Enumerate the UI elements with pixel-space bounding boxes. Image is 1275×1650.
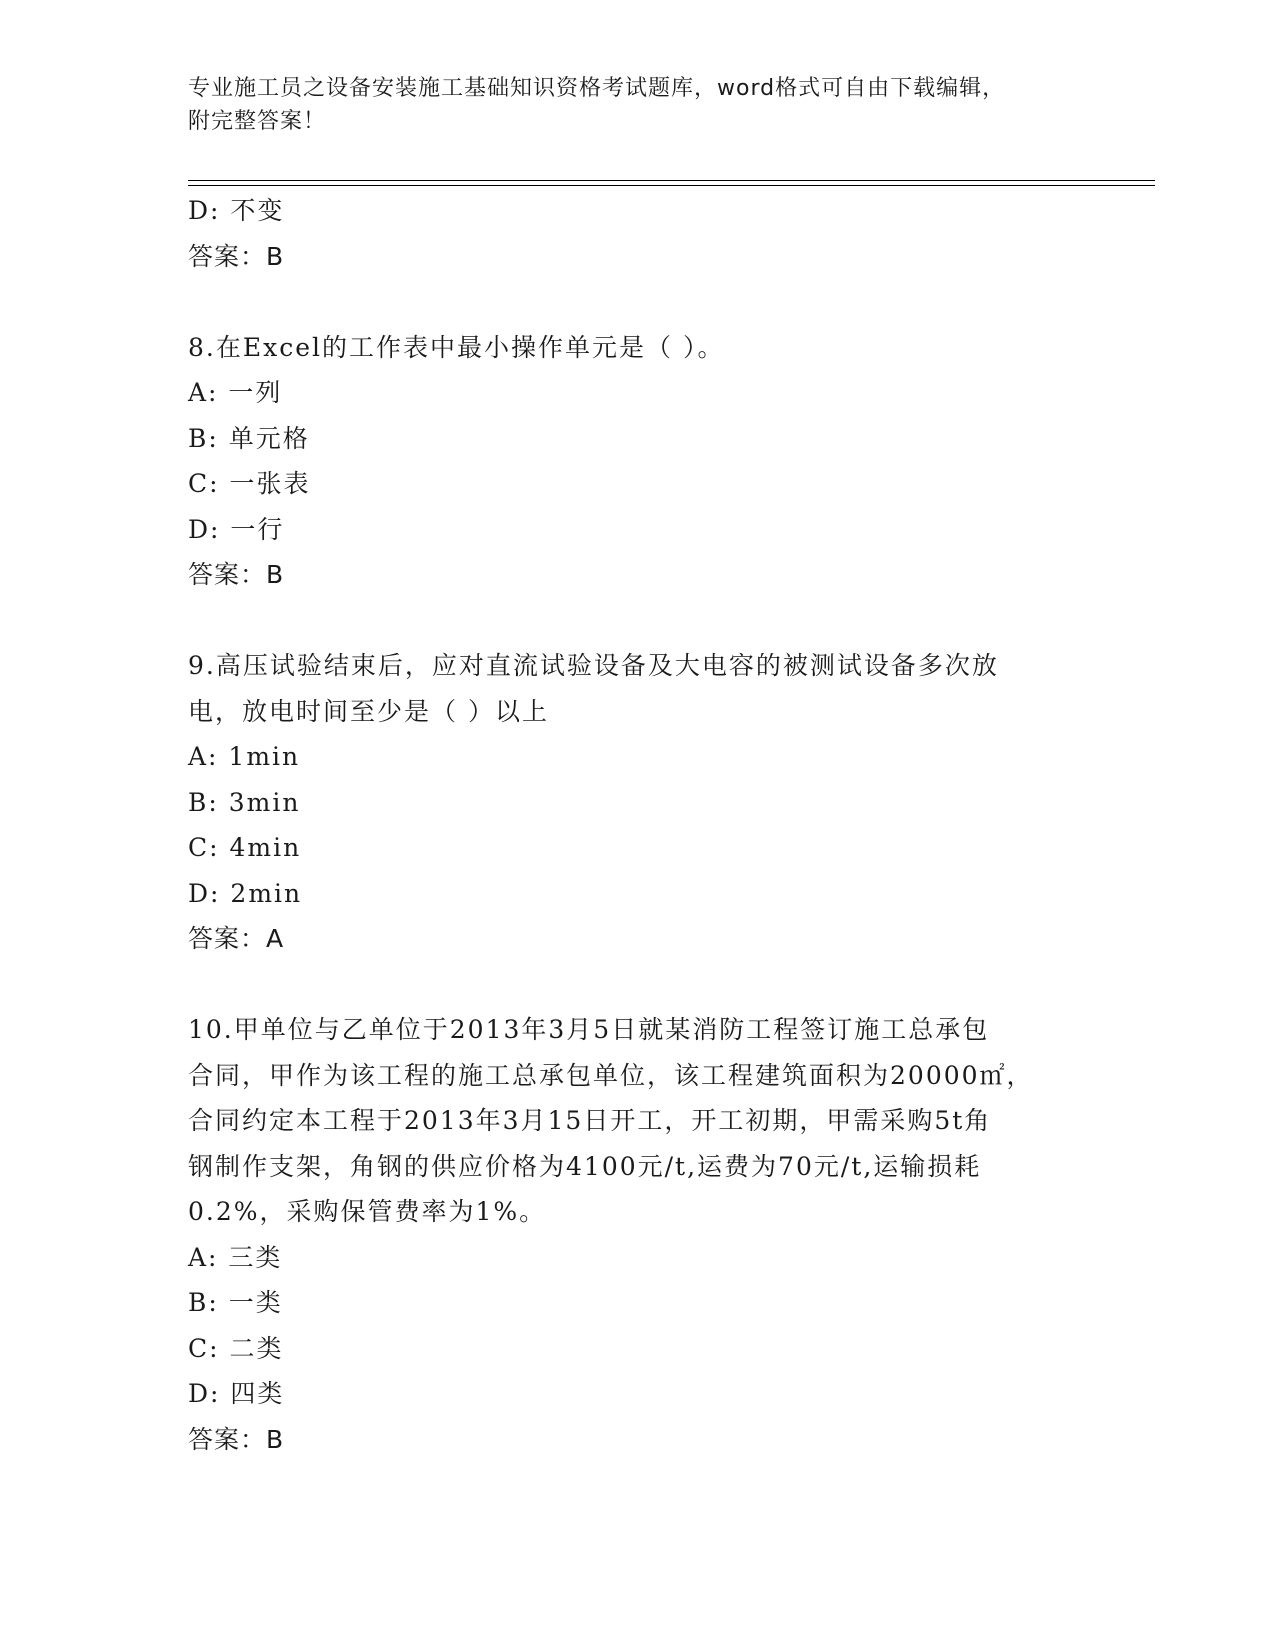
header-divider-bottom: [188, 185, 1155, 186]
question-stem-line-1: 9.高压试验结束后，应对直流试验设备及大电容的被测试设备多次放: [188, 651, 999, 680]
option-b: B: 单元格: [188, 423, 310, 453]
question-stem-line-1: 10.甲单位与乙单位于2013年3月5日就某消防工程签订施工总承包: [188, 1015, 990, 1044]
answer-line: 答案：A: [188, 924, 285, 953]
option-d: D: 一行: [188, 514, 285, 544]
option-d: D: 四类: [188, 1379, 285, 1408]
question-stem-line-2: 合同，甲作为该工程的施工总承包单位，该工程建筑面积为20000㎡，: [188, 1060, 1034, 1090]
question-stem-line-4: 钢制作支架，角钢的供应价格为4100元/t,运费为70元/t,运输损耗: [188, 1151, 982, 1181]
document-header: [188, 72, 1088, 138]
option-a: A: 三类: [188, 1242, 283, 1272]
question-10: [188, 1007, 1088, 1462]
question-9: [188, 643, 1088, 962]
question-list: [188, 188, 1088, 1462]
option-b: B: 3min: [188, 787, 301, 817]
option-d: D: 不变: [188, 196, 285, 225]
option-c: C: 4min: [188, 833, 302, 862]
header-line-1: 专业施工员之设备安装施工基础知识资格考试题库，word格式可自由下载编辑，: [188, 76, 1006, 101]
spacer: [188, 279, 1088, 325]
answer-line: 答案：B: [188, 241, 285, 271]
header-divider-top: [188, 180, 1155, 181]
spacer: [188, 598, 1088, 644]
option-c: C: 二类: [188, 1333, 284, 1363]
option-b: B: 一类: [188, 1288, 283, 1317]
option-a: A: 1min: [188, 742, 301, 771]
question-8: [188, 325, 1088, 598]
question-stem-line-5: 0.2%，采购保管费率为1%。: [188, 1197, 547, 1226]
option-c: C: 一张表: [188, 469, 311, 498]
question-stem-line-2: 电，放电时间至少是（ ）以上: [188, 696, 549, 726]
answer-line: 答案：B: [188, 1424, 285, 1454]
option-a: A: 一列: [188, 378, 283, 407]
question-stem-line-3: 合同约定本工程于2013年3月15日开工，开工初期，甲需采购5t角: [188, 1106, 992, 1135]
option-d: D: 2min: [188, 878, 303, 908]
spacer: [188, 962, 1088, 1008]
answer-line: 答案：B: [188, 560, 285, 589]
header-line-2: 附完整答案！: [188, 109, 327, 134]
question-stem: 8.在Excel的工作表中最小操作单元是（ ）。: [188, 332, 725, 362]
